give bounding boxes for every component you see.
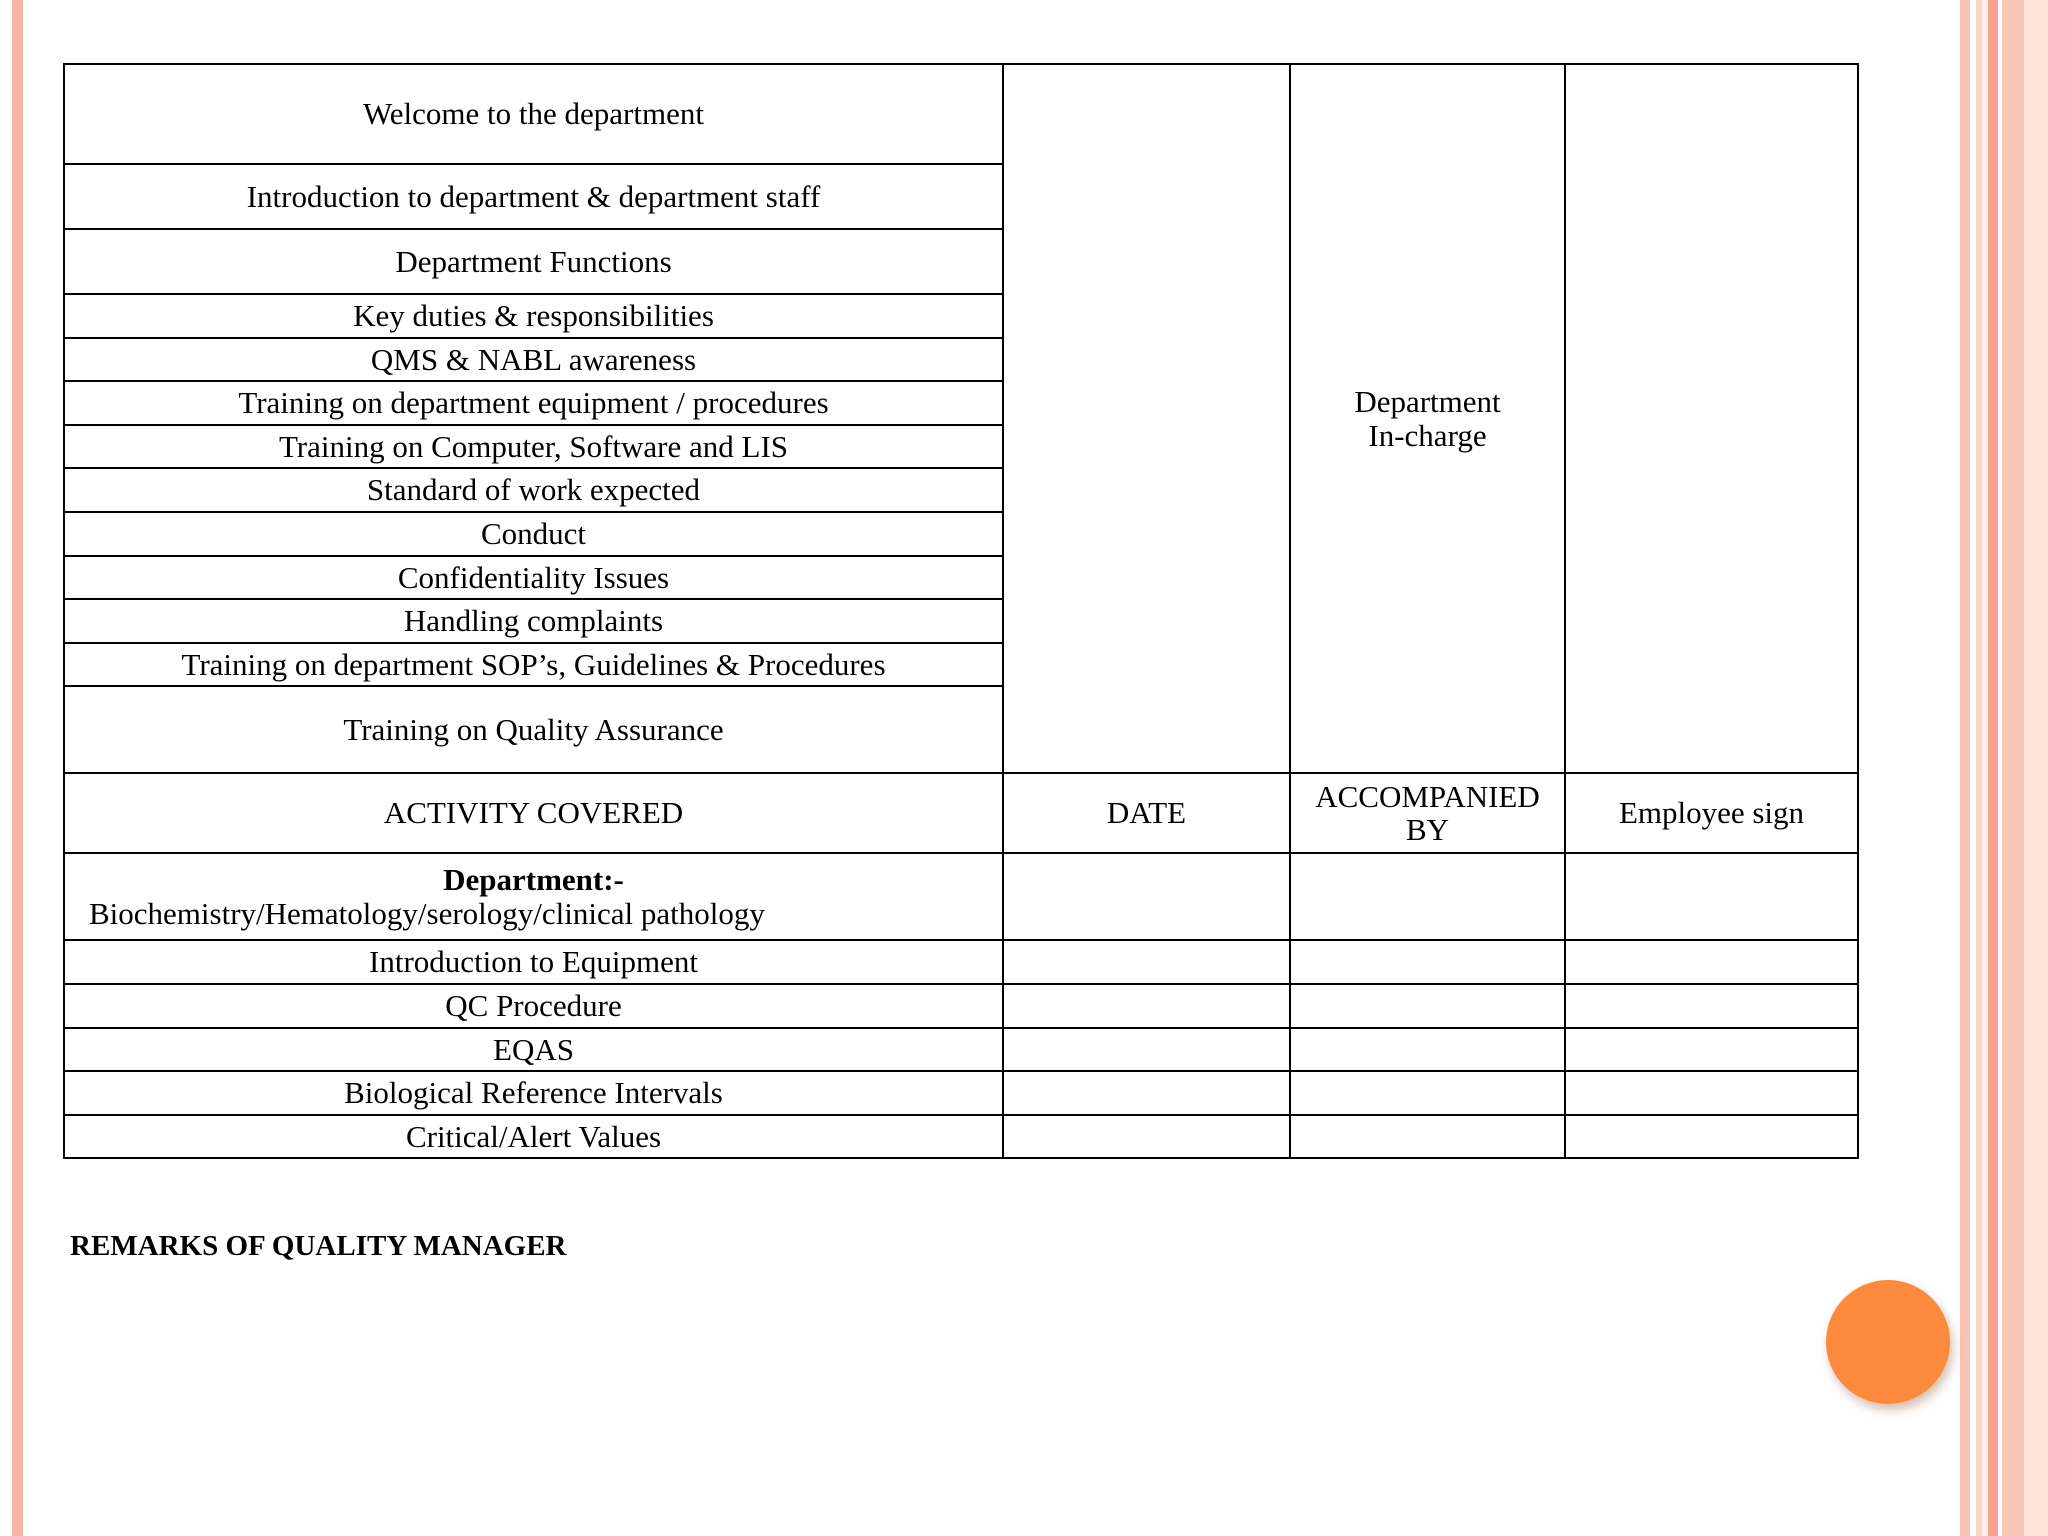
accompanied-header-line-2: BY [1405,812,1450,847]
employee-sign-cell[interactable] [1565,940,1858,984]
right-decorative-stripe [1960,0,1970,1536]
date-cell[interactable] [1003,64,1290,773]
employee-sign-header: Employee sign [1565,773,1858,853]
activity-cell: Biological Reference Intervals [64,1071,1003,1115]
date-cell[interactable] [1003,1115,1290,1158]
date-cell[interactable] [1003,853,1290,940]
accompanied-by-cell[interactable] [1290,1028,1565,1071]
table-row [64,984,1858,1028]
activity-cell: Introduction to department & department staff [64,164,1003,229]
remarks-heading: REMARKS OF QUALITY MANAGER [70,1230,567,1262]
department-row [64,853,1858,940]
induction-training-table [63,63,1859,1159]
right-decorative-stripe [2024,0,2048,1536]
table-row [64,1115,1858,1158]
accompanied-header-line-1: ACCOMPANIED [1315,778,1540,814]
date-cell[interactable] [1003,984,1290,1028]
department-list: Biochemistry/Hematology/serology/clinical pathology [89,895,765,931]
employee-sign-cell[interactable] [1565,853,1858,940]
accompanied-by-header [1290,773,1565,853]
activity-cell: Introduction to Equipment [64,940,1003,984]
table-row [64,64,1858,164]
department-label: Department:- [443,862,624,898]
left-decorative-bar [12,0,23,1536]
accompanied-by-cell [1290,64,1565,773]
incharge-line-1: Department [1354,384,1501,420]
orange-circle-decoration [1826,1280,1950,1404]
accompanied-by-cell[interactable] [1290,1071,1565,1115]
activity-cell: Welcome to the department [64,64,1003,164]
header-row [64,773,1858,853]
employee-sign-cell[interactable] [1565,1115,1858,1158]
activity-cell: Standard of work expected [64,468,1003,512]
employee-sign-cell[interactable] [1565,1071,1858,1115]
department-cell [64,853,1003,940]
table-row [64,1071,1858,1115]
activity-cell: Training on Computer, Software and LIS [64,425,1003,468]
activity-cell: Key duties & responsibilities [64,294,1003,338]
employee-sign-cell[interactable] [1565,1028,1858,1071]
right-decorative-stripe [1988,0,1998,1536]
employee-sign-cell[interactable] [1565,64,1858,773]
activity-cell: Training on department equipment / procedures [64,381,1003,425]
activity-cell: QC Procedure [64,984,1003,1028]
date-cell[interactable] [1003,1028,1290,1071]
activity-cell: Confidentiality Issues [64,556,1003,599]
table-row [64,940,1858,984]
accompanied-by-cell[interactable] [1290,853,1565,940]
activity-covered-header: ACTIVITY COVERED [64,773,1003,853]
accompanied-by-cell[interactable] [1290,984,1565,1028]
activity-cell: Department Functions [64,229,1003,294]
date-cell[interactable] [1003,940,1290,984]
activity-cell: Critical/Alert Values [64,1115,1003,1158]
date-cell[interactable] [1003,1071,1290,1115]
employee-sign-cell[interactable] [1565,984,1858,1028]
accompanied-by-cell[interactable] [1290,940,1565,984]
table-row [64,1028,1858,1071]
activity-cell: Training on Quality Assurance [64,686,1003,773]
incharge-line-2: In-charge [1368,417,1487,453]
activity-cell: Handling complaints [64,599,1003,643]
activity-cell: Training on department SOP’s, Guidelines & Procedures [64,643,1003,686]
right-decorative-stripe [2002,0,2024,1536]
activity-cell: QMS & NABL awareness [64,338,1003,381]
date-header: DATE [1003,773,1290,853]
activity-cell: Conduct [64,512,1003,556]
activity-cell: EQAS [64,1028,1003,1071]
accompanied-by-cell[interactable] [1290,1115,1565,1158]
